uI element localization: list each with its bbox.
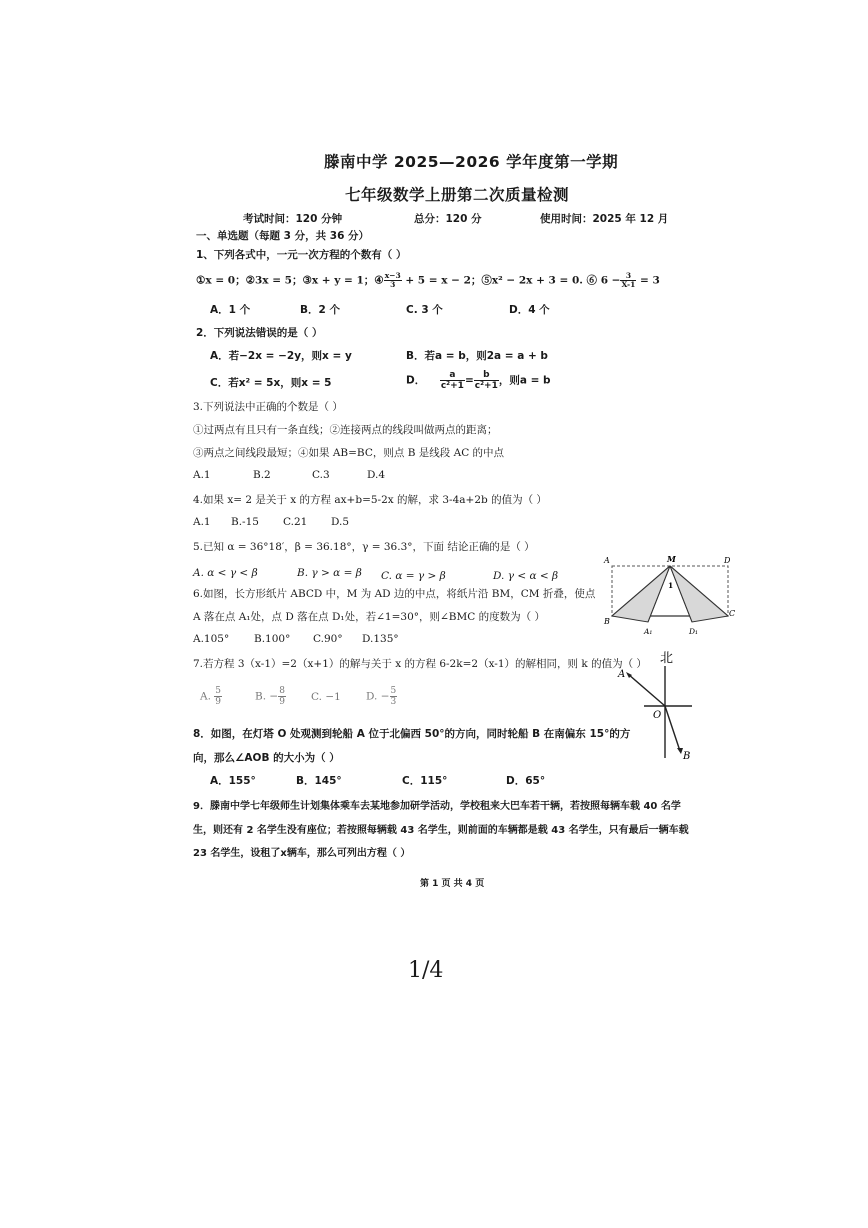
label-b: B [683,751,691,762]
q6-label-m: M [667,554,676,564]
q4-option-c: C.21 [283,516,308,528]
q7-stem: 7.若方程 3（x-1）=2（x+1）的解与关于 x 的方程 6-2k=2（x-1）的解相同，则 k 的值为（ ） [193,658,647,670]
q4-option-d: D.5 [331,516,350,528]
q8-line1: 8．如图，在灯塔 O 处观测到轮船 A 位于北偏西 50°的方向，同时轮船 B 在南偏东 15°的方 [193,728,631,740]
q6-fold-left [612,566,670,622]
q6-label-d: D [724,556,731,565]
q8-option-a: A．155° [210,775,256,787]
exam-title-line1: 滕南中学 2025—2026 学年度第一学期 [324,153,619,171]
q9-line2: 生，则还有 2 名学生没有座位；若按照每辆载 43 名学生，则前面的车辆都是载 43 名学生，只有最后一辆车载 [193,825,689,836]
label-o: O [653,710,662,721]
section-heading: 一、单选题（每题 3 分，共 36 分） [196,230,370,242]
q1-items-a: ①x = 0；②3x = 5；③x + y = 1；④ [196,274,384,287]
q9-line1: 9．滕南中学七年级师生计划集体乘车去某地参加研学活动，学校租来大巴车若干辆，若按照每辆车载 40 名学 [193,801,681,812]
q5-option-d: D. γ < α < β [493,570,559,582]
q2-stem: 2．下列说法错误的是（ ） [196,327,323,339]
q1-items [196,272,660,289]
q8-option-b: B．145° [296,775,342,787]
q8-option-d: D．65° [506,775,546,787]
page-footer: 第 1 页 共 4 页 [420,879,485,889]
q3-line2: ③两点之间线段最短；④如果 AB=BC，则点 B 是线段 AC 的中点 [193,447,505,459]
q6-line2: A 落在点 A₁处，点 D 落在点 D₁处，若∠1=30°，则∠BMC 的度数为（ ） [193,611,545,623]
exam-title-line2: 七年级数学上册第二次质量检测 [345,186,570,204]
ray-oa [628,674,665,706]
q2-option-d: D． $\frac{a}{\text{c²+1}}$ = $\frac{b}{\text{c²+1}}$ ，则a = b [406,370,551,391]
q1-frac-2: $\frac{3}{X-1}$ [621,271,636,289]
q7-option-b: B. − $\frac{8}{9}$ [255,686,285,707]
q4-option-b: B.-15 [231,516,259,528]
q1-option-b: B．2 个 [300,304,340,316]
q7-option-a: A. $\frac{5}{9}$ [200,686,221,707]
q6-label-b: B [604,617,610,626]
q6-line1: 6.如图，长方形纸片 ABCD 中，M 为 AD 边的中点，将纸片沿 BM，CM 折叠，使点 [193,588,596,600]
total-score: 总分：120 分 [414,213,482,225]
q5-option-a: A. α < γ < β [193,567,258,579]
q6-label-a1: A₁ [644,627,653,636]
q1-frac-1: $\frac{x-3}{3}$ [384,271,401,289]
q6-label-c: C [729,609,736,618]
page-fraction: 1/4 [408,958,444,983]
q7-option-c: C. −1 [311,691,341,703]
q7-option-d: D. − $\frac{5}{3}$ [366,686,397,707]
q1-stem: 1、下列各式中，一元一次方程的个数有（ ） [196,249,407,261]
q5-stem: 5.已知 α = 36°18′，β = 36.18°，γ = 36.3°，下面 结论正确的是（ ） [193,541,535,553]
q1-option-c: C. 3 个 [406,304,443,316]
q3-option-d: D.4 [367,469,386,481]
q5-option-b: B. γ > α = β [297,567,362,579]
q6-option-c: C.90° [313,633,343,645]
q6-label-a: A [604,556,610,565]
q6-option-b: B.100° [254,633,291,645]
q3-line1: ①过两点有且只有一条直线；②连接两点的线段叫做两点的距离； [193,424,498,436]
q6-label-angle1: 1 [668,581,674,590]
q3-option-b: B.2 [253,469,271,481]
q8-line2: 向，那么∠AOB 的大小为（ ） [193,752,340,764]
q6-label-d1: D₁ [689,627,699,636]
q1-items-b: + 5 = x − 2；⑤x² − 2x + 3 = 0. ⑥ 6 − [401,274,621,287]
q4-stem: 4.如果 x= 2 是关于 x 的方程 ax+b=5-2x 的解，求 3-4a+2b 的值为（ ） [193,494,547,506]
q6-option-a: A.105° [193,633,230,645]
q2-option-c: C．若x² = 5x，则x = 5 [210,377,332,389]
ray-ob [665,706,680,751]
north-label: 北 [660,651,674,666]
use-time: 使用时间：2025 年 12 月 [540,213,669,225]
q3-stem: 3.下列说法中正确的个数是（ ） [193,401,343,413]
q3-option-a: A.1 [193,469,211,481]
q6-option-d: D.135° [362,633,399,645]
q4-option-a: A.1 [193,516,211,528]
q2-option-b: B．若a = b，则2a = a + b [406,350,548,362]
q6-fold-right [670,566,728,622]
q8-compass-figure [608,646,708,766]
q2-option-a: A．若−2x = −2y，则x = y [210,350,352,362]
q9-line3: 23 名学生，设租了x辆车，那么可列出方程（ ） [193,848,411,859]
label-a: A [618,669,626,680]
q3-option-c: C.3 [312,469,330,481]
q1-option-a: A．1 个 [210,304,251,316]
q1-items-c: = 3 [636,274,660,287]
q5-option-c: C. α = γ > β [381,570,446,582]
q1-option-d: D．4 个 [509,304,550,316]
q6-rectangle-fold-figure [602,552,742,637]
q8-option-c: C．115° [402,775,448,787]
exam-time: 考试时间：120 分钟 [243,213,343,225]
